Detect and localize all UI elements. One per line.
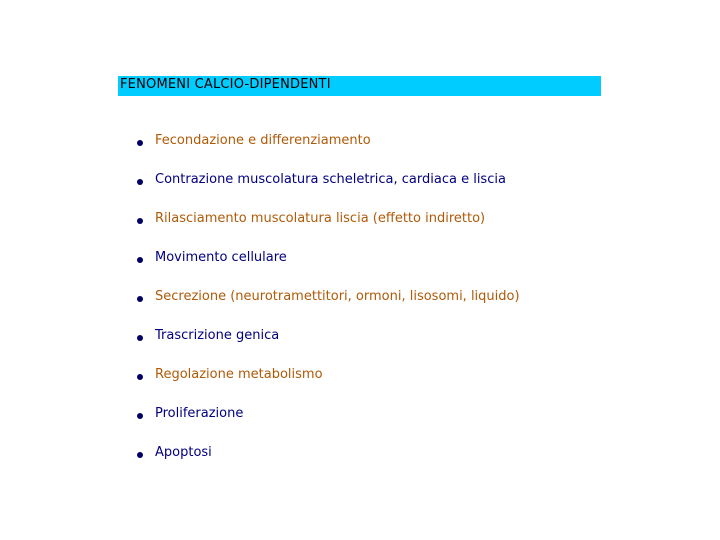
slide-title: FENOMENI CALCIO-DIPENDENTI	[120, 77, 331, 92]
list-item-label: Proliferazione	[155, 406, 244, 421]
list-item-label: Secrezione (neurotramettitori, ormoni, lisosomi, liquido)	[155, 289, 520, 304]
list-item-label: Contrazione muscolatura scheletrica, cardiaca e liscia	[155, 172, 506, 187]
list-item-label: Movimento cellulare	[155, 250, 287, 265]
list-item-label: Trascrizione genica	[155, 328, 280, 343]
bullet-icon	[137, 140, 143, 146]
bullet-icon	[137, 296, 143, 302]
list-item-label: Regolazione metabolismo	[155, 367, 323, 382]
bullet-icon	[137, 335, 143, 341]
bullet-icon	[137, 452, 143, 458]
list-item-label: Apoptosi	[155, 445, 212, 460]
bullet-icon	[137, 257, 143, 263]
title-bar	[118, 76, 601, 96]
bullet-icon	[137, 218, 143, 224]
bullet-icon	[137, 413, 143, 419]
bullet-icon	[137, 374, 143, 380]
list-item-label: Fecondazione e differenziamento	[155, 133, 371, 148]
list-item-label: Rilasciamento muscolatura liscia (effetto indiretto)	[155, 211, 486, 226]
bullet-icon	[137, 179, 143, 185]
